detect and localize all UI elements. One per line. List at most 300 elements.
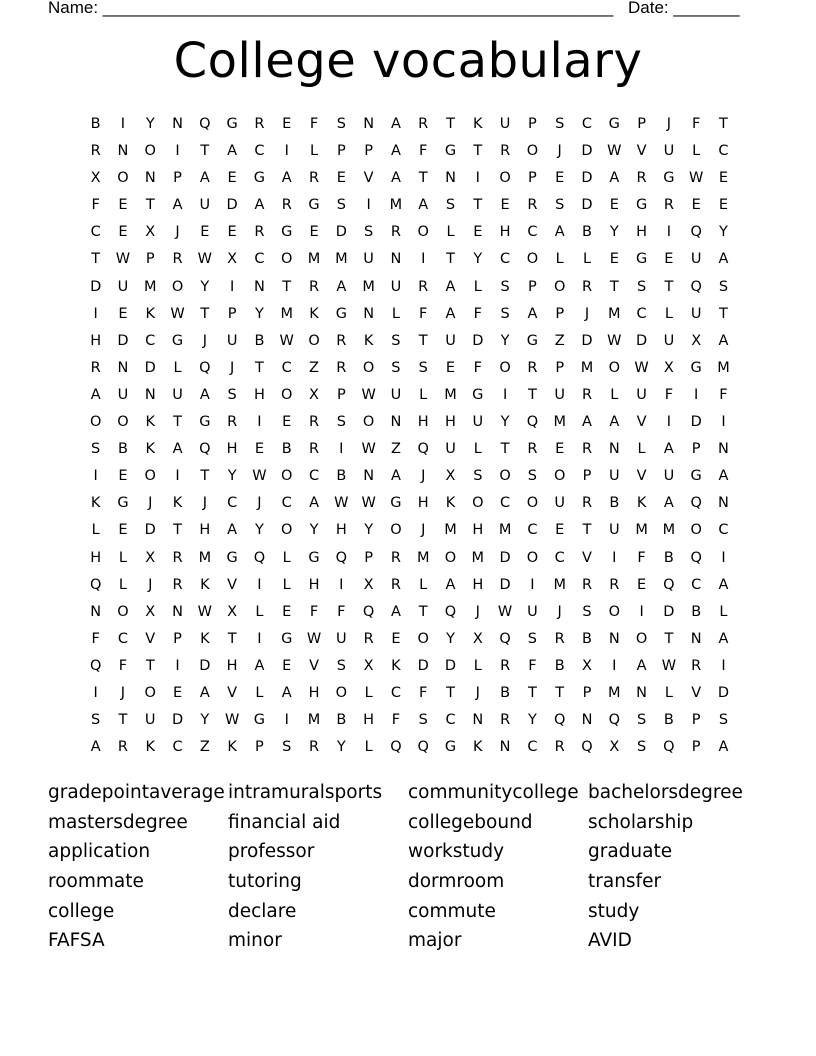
grid-letter: G (635, 251, 648, 268)
word-list-item: transfer (588, 871, 662, 893)
grid-letter: A (582, 414, 592, 431)
grid-letter: W (279, 332, 294, 349)
grid-letter: S (555, 197, 565, 214)
grid-letter: O (144, 468, 156, 485)
grid-letter: S (336, 657, 346, 674)
grid-letter: D (90, 278, 102, 295)
grid-letter: Q (526, 414, 539, 431)
grid-letter: G (690, 468, 702, 485)
grid-letter: P (173, 170, 182, 187)
grid-letter: C (254, 143, 265, 160)
grid-letter: H (417, 414, 429, 431)
page-title: College vocabulary (173, 33, 643, 89)
grid-letter: S (473, 468, 483, 485)
grid-letter: S (500, 305, 510, 322)
grid-letter: N (363, 116, 375, 132)
grid-letter: B (254, 332, 265, 349)
grid-letter: N (499, 739, 511, 756)
grid-letter: A (281, 684, 292, 701)
grid-letter: J (475, 684, 480, 701)
grid-letter: M (307, 251, 321, 268)
word-list (48, 778, 768, 956)
grid-letter: F (473, 305, 482, 322)
grid-letter: F (309, 603, 319, 620)
grid-letter: L (582, 251, 592, 268)
grid-letter: Q (553, 712, 566, 729)
grid-letter: Y (200, 278, 210, 295)
grid-letter: T (418, 332, 428, 349)
grid-letter: D (663, 603, 675, 620)
grid-letter: O (553, 278, 566, 295)
grid-letter: C (691, 576, 702, 593)
grid-letter: I (694, 386, 699, 403)
grid-letter: G (444, 143, 457, 160)
grid-letter: U (636, 386, 647, 403)
grid-letter: P (336, 386, 346, 403)
grid-letter: E (227, 224, 237, 241)
grid-letter: P (528, 278, 537, 295)
grid-letter: S (391, 359, 401, 376)
grid-letter: O (117, 170, 129, 187)
grid-letter: N (363, 305, 375, 322)
grid-letter: T (118, 712, 128, 729)
grid-letter: Q (199, 116, 211, 132)
word-list-item: college (48, 900, 115, 922)
grid-letter: D (636, 332, 648, 349)
grid-letter: C (117, 630, 128, 647)
grid-letter: L (473, 441, 482, 458)
grid-letter: T (582, 522, 592, 539)
grid-letter: U (527, 603, 538, 620)
grid-letter: O (499, 359, 511, 376)
grid-letter: P (255, 739, 264, 756)
grid-letter: P (336, 143, 346, 160)
grid-letter: I (530, 576, 535, 593)
grid-letter: Q (335, 549, 348, 566)
grid-letter: D (226, 197, 238, 214)
grid-letter: U (363, 251, 374, 268)
grid-letter: H (363, 712, 375, 729)
grid-letter: G (253, 712, 266, 729)
grid-letter: W (361, 386, 376, 403)
grid-letter: A (309, 495, 319, 512)
grid-letter: H (472, 576, 484, 593)
grid-letter: Q (417, 739, 429, 756)
grid-letter: J (148, 495, 153, 512)
grid-letter: A (718, 468, 729, 485)
grid-letter: Y (336, 739, 346, 756)
grid-letter: F (528, 657, 537, 674)
grid-letter: T (555, 684, 565, 701)
grid-letter: D (335, 224, 347, 241)
grid-letter: H (417, 495, 429, 512)
grid-letter: G (308, 197, 320, 214)
grid-letter: U (445, 332, 456, 349)
grid-letter: J (120, 684, 126, 701)
grid-letter: Y (719, 224, 728, 241)
grid-letter: P (691, 739, 701, 756)
grid-letter: B (663, 549, 674, 566)
grid-letter: I (666, 224, 672, 241)
grid-letter: U (172, 386, 183, 403)
grid-letter: A (418, 197, 429, 214)
grid-letter: O (526, 495, 539, 512)
grid-letter: G (472, 386, 484, 403)
grid-letter: T (527, 684, 537, 701)
grid-letter: E (609, 251, 619, 268)
grid-letter: P (582, 468, 592, 485)
grid-letter: W (361, 441, 376, 458)
grid-letter: U (663, 468, 675, 485)
grid-letter: G (690, 359, 702, 376)
grid-letter: L (282, 576, 291, 593)
grid-letter: P (528, 116, 537, 132)
grid-letter: W (334, 495, 349, 512)
grid-letter: D (199, 657, 211, 674)
grid-letter: H (445, 414, 456, 431)
grid-letter: B (554, 657, 565, 674)
grid-letter: Q (690, 278, 702, 295)
grid-letter: G (308, 549, 320, 566)
grid-letter: X (445, 468, 456, 485)
grid-letter: E (118, 522, 128, 539)
grid-letter: O (281, 386, 293, 403)
grid-letter: D (117, 332, 129, 349)
grid-letter: S (364, 224, 374, 241)
grid-letter: R (581, 441, 593, 458)
grid-letter: R (418, 278, 429, 295)
grid-letter: E (254, 441, 265, 458)
grid-letter: T (91, 251, 101, 268)
grid-letter: S (391, 332, 401, 349)
grid-letter: E (718, 197, 729, 214)
grid-letter: R (308, 414, 320, 431)
grid-letter: M (444, 386, 457, 403)
grid-letter: M (307, 712, 321, 729)
grid-letter: O (362, 414, 375, 431)
grid-letter: A (90, 386, 101, 403)
word-list-item: dormroom (408, 871, 505, 893)
grid-letter: L (446, 224, 455, 241)
grid-letter: M (471, 549, 485, 566)
grid-letter: P (227, 305, 237, 322)
word-list-item: declare (228, 900, 297, 922)
grid-letter: A (390, 143, 401, 160)
grid-letter: A (390, 116, 401, 132)
grid-letter: I (284, 143, 289, 160)
grid-letter: U (226, 332, 238, 349)
grid-letter: Q (199, 359, 211, 376)
grid-letter: M (444, 522, 457, 539)
grid-letter: W (361, 495, 376, 512)
grid-letter: D (690, 414, 702, 431)
word-list-item: intramuralsports (228, 782, 383, 803)
grid-letter: T (145, 657, 155, 674)
word-list-item: AVID (588, 930, 632, 952)
grid-letter: W (197, 251, 212, 268)
grid-letter: K (473, 739, 483, 756)
grid-letter: K (363, 332, 374, 349)
grid-letter: X (363, 576, 374, 593)
grid-letter: E (118, 197, 128, 214)
grid-letter: R (90, 143, 101, 160)
grid-letter: M (335, 251, 348, 268)
grid-letter: J (175, 224, 180, 241)
grid-letter: I (721, 657, 726, 674)
grid-letter: Y (255, 305, 264, 322)
grid-letter: W (197, 603, 212, 620)
grid-letter: B (691, 603, 702, 620)
grid-letter: R (254, 224, 265, 241)
grid-letter: Y (473, 251, 483, 268)
grid-letter: T (664, 630, 674, 647)
grid-letter: U (554, 386, 565, 403)
grid-letter: A (172, 441, 183, 458)
grid-letter: G (281, 630, 293, 647)
grid-letter: R (527, 441, 538, 458)
grid-letter: C (281, 359, 292, 376)
grid-letter: A (718, 576, 729, 593)
grid-letter: P (173, 630, 182, 647)
grid-letter: R (581, 278, 593, 295)
grid-letter: K (636, 495, 647, 512)
grid-letter: Y (309, 522, 319, 539)
grid-letter: G (199, 414, 211, 431)
grid-letter: C (554, 549, 565, 566)
grid-letter: O (281, 251, 293, 268)
grid-letter: S (718, 712, 729, 729)
grid-letter: U (445, 441, 456, 458)
word-list-item: scholarship (588, 811, 694, 833)
grid-letter: E (664, 251, 674, 268)
grid-letter: Q (690, 549, 702, 566)
grid-letter: P (364, 143, 373, 160)
grid-letter: O (417, 630, 429, 647)
grid-letter: Y (609, 224, 619, 241)
grid-letter: A (90, 739, 101, 756)
grid-letter: C (636, 305, 647, 322)
grid-letter: R (581, 386, 593, 403)
grid-letter: R (90, 359, 101, 376)
grid-letter: I (284, 712, 289, 729)
grid-letter: P (528, 170, 537, 187)
grid-letter: E (200, 224, 210, 241)
grid-letter: W (689, 170, 704, 187)
word-list-item: mastersdegree (48, 811, 188, 833)
grid-letter: S (636, 278, 647, 295)
grid-letter: O (281, 468, 293, 485)
grid-letter: T (446, 684, 455, 701)
grid-letter: A (609, 170, 620, 187)
grid-letter: R (336, 332, 347, 349)
grid-letter: R (390, 549, 401, 566)
grid-letter: A (390, 170, 401, 187)
letter-grid (82, 111, 737, 761)
grid-letter: I (257, 630, 262, 647)
grid-letter: R (581, 495, 593, 512)
grid-letter: R (500, 143, 511, 160)
grid-letter: Y (446, 630, 455, 647)
grid-letter: X (227, 251, 238, 268)
grid-letter: T (500, 441, 510, 458)
grid-letter: L (173, 359, 182, 376)
grid-letter: C (718, 143, 729, 160)
word-list-item: FAFSA (48, 930, 105, 952)
grid-letter: C (145, 332, 156, 349)
grid-letter: K (445, 495, 456, 512)
grid-letter: B (500, 684, 511, 701)
grid-letter: J (229, 359, 235, 376)
grid-letter: F (419, 143, 428, 160)
grid-letter: D (499, 576, 511, 593)
grid-letter: Y (200, 712, 210, 729)
grid-letter: A (718, 739, 729, 756)
grid-letter: C (500, 251, 511, 268)
grid-letter: C (281, 495, 292, 512)
grid-letter: T (173, 522, 182, 539)
grid-letter: F (719, 386, 728, 403)
grid-letter: I (257, 414, 262, 431)
grid-letter: R (308, 739, 320, 756)
grid-letter: R (527, 197, 538, 214)
grid-letter: L (555, 251, 564, 268)
grid-letter: S (718, 278, 729, 295)
grid-letter: X (90, 170, 101, 187)
grid-letter: U (663, 143, 675, 160)
grid-letter: E (309, 224, 319, 241)
grid-letter: E (691, 197, 701, 214)
grid-letter: I (339, 576, 344, 593)
grid-letter: S (555, 116, 565, 132)
word-list-item: commute (408, 900, 496, 922)
grid-letter: A (199, 684, 210, 701)
grid-letter: M (416, 549, 430, 566)
grid-letter: R (581, 576, 593, 593)
grid-letter: U (117, 278, 129, 295)
grid-letter: M (608, 305, 621, 322)
grid-letter: R (636, 170, 647, 187)
grid-letter: S (336, 197, 346, 214)
grid-letter: I (475, 170, 480, 187)
grid-letter: A (663, 441, 674, 458)
grid-letter: S (500, 278, 510, 295)
grid-letter: C (581, 116, 593, 132)
grid-letter: K (145, 305, 155, 322)
grid-letter: X (582, 657, 592, 674)
grid-letter: K (90, 495, 101, 512)
grid-letter: R (418, 116, 429, 132)
grid-letter: R (172, 549, 183, 566)
grid-letter: N (144, 386, 156, 403)
grid-letter: K (309, 305, 319, 322)
grid-letter: M (662, 522, 676, 539)
grid-letter: N (608, 630, 620, 647)
grid-letter: A (254, 197, 265, 214)
grid-letter: N (390, 251, 402, 268)
grid-letter: C (718, 522, 729, 539)
grid-letter: T (173, 414, 182, 431)
grid-letter: T (446, 116, 455, 132)
grid-letter: I (120, 116, 126, 132)
grid-letter: R (363, 630, 374, 647)
grid-letter: U (608, 522, 620, 539)
grid-letter: Q (444, 603, 457, 620)
grid-letter: M (280, 305, 293, 322)
grid-letter: N (445, 170, 456, 187)
grid-letter: E (391, 630, 401, 647)
grid-letter: M (362, 278, 375, 295)
grid-letter: T (255, 359, 264, 376)
grid-letter: O (335, 684, 348, 701)
word-list-item: roommate (48, 871, 144, 893)
grid-letter: A (390, 603, 401, 620)
grid-letter: W (661, 657, 677, 674)
grid-letter: W (224, 712, 240, 729)
grid-letter: I (93, 684, 98, 701)
grid-letter: K (391, 657, 401, 674)
grid-letter: A (554, 224, 565, 241)
grid-letter: N (636, 684, 648, 701)
grid-letter: F (692, 116, 701, 132)
grid-letter: V (227, 576, 238, 593)
grid-letter: U (472, 414, 484, 431)
grid-letter: U (390, 386, 402, 403)
grid-letter: F (337, 603, 346, 620)
grid-letter: X (609, 739, 620, 756)
grid-letter: B (117, 441, 128, 458)
grid-letter: Q (417, 441, 429, 458)
grid-letter: H (636, 224, 648, 241)
grid-letter: U (336, 630, 347, 647)
grid-letter: O (171, 278, 184, 295)
grid-letter: R (172, 576, 183, 593)
grid-letter: O (526, 143, 539, 160)
grid-letter: L (255, 603, 264, 620)
grid-letter: I (502, 386, 508, 403)
grid-letter: T (527, 386, 537, 403)
grid-letter: R (691, 657, 702, 674)
grid-letter: U (554, 495, 565, 512)
grid-letter: G (253, 170, 266, 187)
grid-letter: N (172, 116, 183, 132)
grid-letter: O (526, 251, 539, 268)
grid-letter: F (391, 712, 401, 729)
grid-letter: O (608, 603, 620, 620)
grid-letter: A (390, 468, 401, 485)
grid-letter: E (555, 522, 565, 539)
grid-letter: M (498, 522, 512, 539)
grid-letter: C (172, 739, 183, 756)
grid-letter: L (473, 278, 482, 295)
grid-letter: R (227, 414, 238, 431)
grid-letter: F (118, 657, 128, 674)
grid-letter: A (281, 170, 292, 187)
grid-letter: F (637, 549, 646, 566)
grid-letter: S (91, 712, 101, 729)
grid-letter: X (691, 332, 702, 349)
grid-letter: C (390, 684, 401, 701)
grid-letter: R (117, 739, 128, 756)
grid-letter: G (226, 549, 238, 566)
grid-letter: H (308, 684, 320, 701)
grid-letter: R (308, 170, 320, 187)
grid-letter: I (175, 657, 180, 674)
word-list-item: gradepointaverage (48, 782, 225, 803)
grid-letter: C (308, 468, 320, 485)
grid-letter: E (718, 170, 729, 187)
grid-letter: I (721, 549, 726, 566)
grid-letter: X (309, 386, 319, 403)
